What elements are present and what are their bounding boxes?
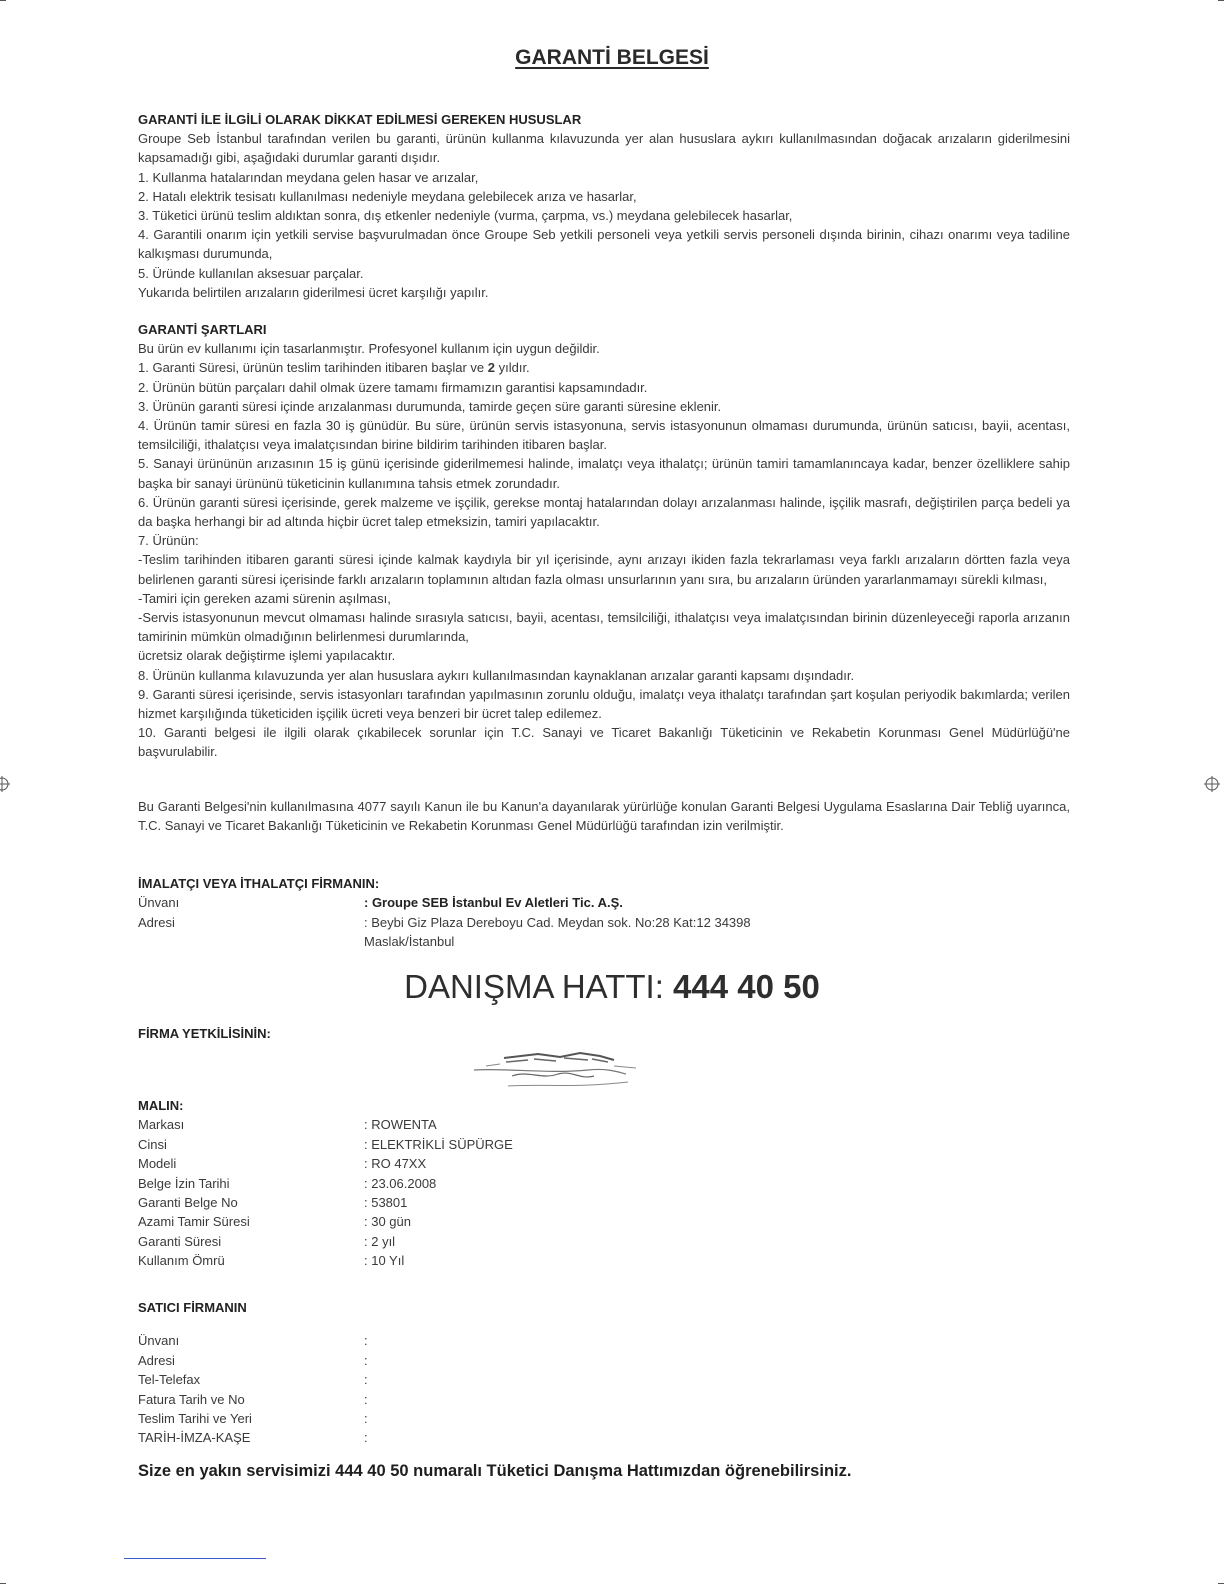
product-heading: MALIN: [138,1098,184,1113]
list-item: 2. Hatalı elektrik tesisatı kullanılması nedeniyle meydana gelebilecek arıza ve hasarlar, [138,188,637,204]
info-value: : Beybi Giz Plaza Dereboyu Cad. Meydan sok. No:28 Kat:12 34398 Maslak/İstanbul [364,914,751,950]
info-value: : [364,1352,368,1368]
info-label: Belge İzin Tarihi [138,1175,230,1191]
info-row [138,1193,513,1212]
info-value: : ROWENTA [364,1117,437,1133]
info-label: Adresi [138,914,175,930]
info-value: : 2 yıl [364,1233,396,1249]
list-item: 4. Ürünün tamir süresi en fazla 30 iş günüdür. Bu süre, ürünün servis istasyonuna, servis istasyonunun olmaması durumunda, ürünün satıcısı, bayii, acentası, temsilciliği, ithalatçısı veya imalatçısından birine bildirim tarihinden itibaren başlar. [138,418,1070,453]
info-row [138,1135,513,1154]
info-label: TARİH-İMZA-KAŞE [138,1430,251,1446]
info-label: Kullanım Ömrü [138,1253,225,1269]
list-item: -Teslim tarihinden itibaren garanti süresi içinde kalmak kaydıyla bir yıl içerisinde, aynı arızayı ikiden fazla tekrarlaması veya farklı arızaların dörtten fazla veya belirlenen garanti süresi içerisinde farklı arızaların toplamının altıdan fazla olması unsurlarının yanı sıra, bu arızaların üründen yararlanmamayı sürekli kılması, [138,552,1070,587]
signature-image [468,1040,648,1096]
info-row [138,1232,513,1251]
info-row [138,1154,513,1173]
law-paragraph: Bu Garanti Belgesi'nin kullanılmasına 4077 sayılı Kanun ile bu Kanun'a dayanılarak yürürlüğe konulan Garanti Belgesi Uygulama Esaslarına Dair Tebliğ uyarınca, T.C. Sanayi ve Ticaret Bakanlığı Tüketicinin ve Rekabetin Korunması Genel Müdürlüğü tarafından izin verilmiştir. [138,799,1070,834]
list-item: -Servis istasyonunun mevcut olmaması halinde sırasıyla satıcısı, bayii, acentası, temsilciliği, ithalatçısı veya imalatçısından birinin düzenleyeceği raporla arızanın tamirinin mümkün olmadığının belirlenmesi durumlarında, [138,610,1070,645]
warranty-years: 2 [487,360,495,376]
hotline-number: 444 40 50 [673,968,820,1005]
manufacturer-heading: İMALATÇI VEYA İTHALATÇI FİRMANIN: [138,876,380,891]
warranty-terms-section [138,320,1070,762]
info-value: : 23.06.2008 [364,1175,437,1191]
footer-note: Size en yakın servisimizi 444 40 50 numaralı Tüketici Danışma Hattımızdan öğrenebilirsiniz. [138,1462,852,1480]
crop-mark [1218,0,1224,1]
paragraph: Bu ürün ev kullanımı için tasarlanmıştır. Profesyonel kullanım için uygun değildir. [138,341,600,357]
list-item: 3. Tüketici ürünü teslim aldıktan sonra, dış etkenler nedeniyle (vurma, çarpma, vs.) meydana gelebilecek hasarlar, [138,208,793,224]
info-label: Ünvanı [138,895,180,911]
info-value: : [364,1391,368,1407]
info-value: : RO 47XX [364,1156,427,1172]
info-label: Teslim Tarihi ve Yeri [138,1411,252,1427]
info-label: Adresi [138,1352,175,1368]
hotline-label: DANIŞMA HATTI: [404,968,674,1005]
info-label: Ünvanı [138,1333,180,1349]
section-heading: GARANTİ İLE İLGİLİ OLARAK DİKKAT EDİLMESİ GEREKEN HUSUSLAR [138,112,582,127]
list-item: 5. Üründe kullanılan aksesuar parçalar. [138,265,364,281]
info-row [138,893,838,912]
info-label: Garanti Süresi [138,1233,222,1249]
info-row [138,1351,368,1370]
info-value: : 10 Yıl [364,1253,405,1269]
crop-mark [0,0,6,1]
info-row [138,1251,513,1270]
info-label: Fatura Tarih ve No [138,1391,245,1407]
info-row [138,1370,368,1389]
footnote-rule [124,1558,266,1559]
manufacturer-info [138,874,838,952]
seller-heading: SATICI FİRMANIN [138,1300,247,1315]
product-info [138,1096,513,1271]
law-section [138,797,1070,835]
paragraph: Yukarıda belirtilen arızaların giderilmesi ücret karşılığı yapılır. [138,284,489,300]
info-row [138,1331,368,1350]
registration-mark-right [1204,776,1220,792]
warranty-exclusions-section [138,110,1070,302]
info-label: Garanti Belge No [138,1195,238,1211]
info-value: : [364,1411,368,1427]
info-value: : 30 gün [364,1214,411,1230]
list-item: 2. Ürünün bütün parçaları dahil olmak üzere tamamı firmamızın garantisi kapsamındadır. [138,379,648,395]
info-row [138,1212,513,1231]
info-label: Tel-Telefax [138,1372,201,1388]
list-item: 10. Garanti belgesi ile ilgili olarak çıkabilecek sorunlar için T.C. Sanayi ve Ticaret Bakanlığı Tüketicinin ve Rekabetin Korunması Genel Müdürlüğü'ne başvurulabilir. [138,725,1070,760]
info-value: : ELEKTRİKLİ SÜPÜRGE [364,1136,513,1152]
list-item: ücretsiz olarak değiştirme işlemi yapılacaktır. [138,648,396,664]
info-label: Modeli [138,1156,177,1172]
list-item: -Tamiri için gereken azami sürenin aşılması, [138,590,391,606]
info-value: : Groupe SEB İstanbul Ev Aletleri Tic. A.Ş. [364,895,623,911]
list-item: 7. Ürünün: [138,533,199,549]
info-label: Azami Tamir Süresi [138,1214,250,1230]
list-item: 3. Ürünün garanti süresi içinde arızalanması durumunda, tamirde geçen süre garanti süresine eklenir. [138,398,722,414]
section-heading: GARANTİ ŞARTLARI [138,322,267,337]
list-item: 8. Ürünün kullanma kılavuzunda yer alan hususlara aykırı kullanılmasından kaynaklanan arızalar garanti kapsamı dışındadır. [138,667,855,683]
info-value: : 53801 [364,1195,408,1211]
list-item: 1. Garanti Süresi, ürünün teslim tarihinden itibaren başlar ve 2 yıldır. [138,360,530,376]
registration-mark-left [0,776,10,792]
list-item: 6. Ürünün garanti süresi içerisinde, gerek malzeme ve işçilik, gerekse montaj hatalarından dolayı arızalanması halinde, işçilik masrafı, değiştirilen parça bedeli ya da başka herhangi bir ad altında hiçbir ücret talep etmeksizin, tamiri yapılacaktır. [138,494,1070,530]
info-row [138,1409,368,1428]
info-label: Cinsi [138,1136,167,1152]
info-row [138,1115,513,1134]
list-item: 1. Kullanma hatalarından meydana gelen hasar ve arızalar, [138,169,479,185]
document-title: GARANTİ BELGESİ [515,46,709,69]
list-item: 9. Garanti süresi içerisinde, servis istasyonları tarafından yapılmasının zorunlu olduğu, imalatçı veya ithalatçı tarafından şart koşulan periyodik bakımlarda; verilen hizmet karşılığında tüketiciden işçilik ücreti veya benzeri bir ücret talep edilemez. [138,686,1070,722]
info-value: : [364,1372,368,1388]
list-item: 5. Sanayi ürününün arızasının 15 iş günü içerisinde giderilmemesi halinde, imalatçı veya ithalatçı; ürünün tamiri tamamlanıncaya kadar, benzer özelliklere sahip başka bir sanayi ürününü tüketicinin kullanımına tahsis etmek zorundadır. [138,456,1070,491]
info-value: : [364,1333,368,1349]
info-value: : [364,1430,368,1446]
info-row [138,913,838,952]
authorized-signatory-heading: FİRMA YETKİLİSİNİN: [138,1026,271,1041]
paragraph: Groupe Seb İstanbul tarafından verilen bu garanti, ürünün kullanma kılavuzunda yer alan hususlara aykırı kullanılmasından doğacak arızaların giderilmesini kapsamadığı gibi, aşağıdaki durumlar garanti dışıdır. [138,131,1070,166]
hotline [0,968,1224,1006]
seller-info [138,1298,368,1448]
info-row [138,1428,368,1447]
info-row [138,1390,368,1409]
list-item: 4. Garantili onarım için yetkili servise başvurulmadan önce Groupe Seb yetkili personeli veya yetkili servis personeli dışında birinin, cihazı onarımı veya tadiline kalkışması durumunda, [138,227,1070,262]
info-label: Markası [138,1117,185,1133]
info-row [138,1174,513,1193]
